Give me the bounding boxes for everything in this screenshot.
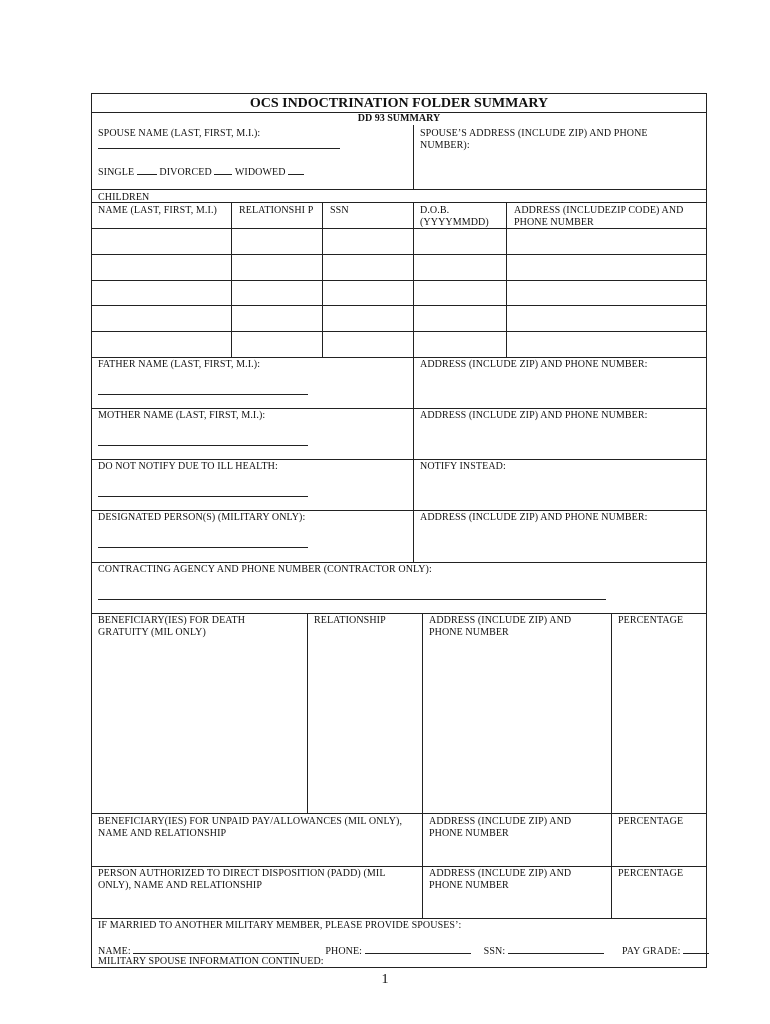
military-spouse-pay-grade-input[interactable] xyxy=(683,944,709,954)
divider xyxy=(92,510,706,511)
children-label: CHILDREN xyxy=(98,192,150,203)
divider xyxy=(413,125,414,189)
notify-instead-field[interactable] xyxy=(418,476,702,506)
form-title: OCS INDOCTRINATION FOLDER SUMMARY xyxy=(249,96,549,111)
do-not-notify-field[interactable] xyxy=(98,496,308,497)
contracting-agency-field[interactable] xyxy=(98,599,606,600)
contracting-agency-label: CONTRACTING AGENCY AND PHONE NUMBER (CONTRACTOR ONLY): xyxy=(98,564,432,575)
divider xyxy=(92,202,706,203)
table-row[interactable] xyxy=(92,281,706,305)
divider xyxy=(92,357,706,358)
spouse-pay-grade-field-label: PAY GRADE: xyxy=(622,946,681,957)
widowed-checkbox[interactable] xyxy=(288,165,304,175)
beneficiary-death-entry-area[interactable] xyxy=(94,644,704,809)
father-address-field[interactable] xyxy=(418,374,702,404)
mother-name-label: MOTHER NAME (LAST, FIRST, M.I.): xyxy=(98,410,266,421)
single-label: SINGLE xyxy=(98,167,135,178)
spouse-ssn-field-label: SSN: xyxy=(483,946,506,957)
padd-entry-area[interactable] xyxy=(94,894,704,916)
form-subtitle: DD 93 SUMMARY xyxy=(357,113,441,124)
divider xyxy=(92,189,706,190)
divorced-checkbox[interactable] xyxy=(214,165,232,175)
divider xyxy=(92,813,706,814)
table-row[interactable] xyxy=(92,255,706,280)
military-spouse-continued: MILITARY SPOUSE INFORMATION CONTINUED: xyxy=(98,956,324,967)
beneficiary-death-address: ADDRESS (INCLUDE ZIP) AND PHONE NUMBER xyxy=(429,615,572,638)
father-address-label: ADDRESS (INCLUDE ZIP) AND PHONE NUMBER: xyxy=(420,359,648,370)
child-dob-header: D.O.B. (YYYYMMDD) xyxy=(420,205,489,228)
padd-address: ADDRESS (INCLUDE ZIP) AND PHONE NUMBER xyxy=(429,868,572,891)
spouse-name-field[interactable] xyxy=(98,148,340,149)
do-not-notify-label: DO NOT NOTIFY DUE TO ILL HEALTH: xyxy=(98,461,278,472)
spouse-name-label: SPOUSE NAME (LAST, FIRST, M.I.): xyxy=(98,128,261,139)
spouse-phone-field-label: PHONE: xyxy=(325,946,363,957)
indoctrination-form xyxy=(91,93,707,968)
marital-status xyxy=(98,165,304,179)
mother-name-field[interactable] xyxy=(98,445,308,446)
divider xyxy=(92,408,706,409)
designated-address-field[interactable] xyxy=(418,527,702,557)
mother-address-field[interactable] xyxy=(418,425,702,455)
table-row[interactable] xyxy=(92,229,706,254)
divider xyxy=(92,918,706,919)
divider xyxy=(92,866,706,867)
padd-percentage: PERCENTAGE xyxy=(618,868,684,879)
designated-address-label: ADDRESS (INCLUDE ZIP) AND PHONE NUMBER: xyxy=(420,512,648,523)
military-spouse-phone-input[interactable] xyxy=(365,944,471,954)
divider xyxy=(92,613,706,614)
beneficiary-death-relationship: RELATIONSHIP xyxy=(314,615,386,626)
father-name-label: FATHER NAME (LAST, FIRST, M.I.): xyxy=(98,359,261,370)
child-relationship-header: RELATIONSHI P xyxy=(239,205,314,216)
beneficiary-unpaid-label: BENEFICIARY(IES) FOR UNPAID PAY/ALLOWANCES (MIL ONLY), NAME AND RELATIONSHIP xyxy=(98,816,403,839)
child-ssn-header: SSN xyxy=(330,205,349,216)
divider xyxy=(92,562,706,563)
single-checkbox[interactable] xyxy=(137,165,157,175)
beneficiary-death-percentage: PERCENTAGE xyxy=(618,615,684,626)
page-number: 1 xyxy=(381,972,389,987)
notify-instead-label: NOTIFY INSTEAD: xyxy=(420,461,506,472)
child-address-header: ADDRESS (INCLUDEZIP CODE) AND PHONE NUMBER xyxy=(514,205,684,228)
spouse-name-field-label: NAME: xyxy=(98,946,131,957)
father-name-field[interactable] xyxy=(98,394,308,395)
military-spouse-name-input[interactable] xyxy=(133,944,299,954)
beneficiary-unpaid-entry-area[interactable] xyxy=(94,842,704,864)
table-row[interactable] xyxy=(92,332,706,357)
designated-person-field[interactable] xyxy=(98,547,308,548)
mother-address-label: ADDRESS (INCLUDE ZIP) AND PHONE NUMBER: xyxy=(420,410,648,421)
spouse-address-label: SPOUSE’S ADDRESS (INCLUDE ZIP) AND PHONE NUMBER): xyxy=(420,128,648,151)
married-military-prompt: IF MARRIED TO ANOTHER MILITARY MEMBER, PLEASE PROVIDE SPOUSES’: xyxy=(98,920,462,931)
beneficiary-unpaid-address: ADDRESS (INCLUDE ZIP) AND PHONE NUMBER xyxy=(429,816,572,839)
spouse-address-field[interactable] xyxy=(418,152,700,186)
divorced-label: DIVORCED xyxy=(159,167,212,178)
beneficiary-unpaid-percentage: PERCENTAGE xyxy=(618,816,684,827)
beneficiary-death-label: BENEFICIARY(IES) FOR DEATH GRATUITY (MIL ONLY) xyxy=(98,615,246,638)
divider xyxy=(92,459,706,460)
padd-label: PERSON AUTHORIZED TO DIRECT DISPOSITION (PADD) (MIL ONLY), NAME AND RELATIONSHIP xyxy=(98,868,386,891)
military-spouse-ssn-input[interactable] xyxy=(508,944,604,954)
widowed-label: WIDOWED xyxy=(234,167,286,178)
table-row[interactable] xyxy=(92,306,706,331)
designated-person-label: DESIGNATED PERSON(S) (MILITARY ONLY): xyxy=(98,512,306,523)
child-name-header: NAME (LAST, FIRST, M.I.) xyxy=(98,205,217,216)
